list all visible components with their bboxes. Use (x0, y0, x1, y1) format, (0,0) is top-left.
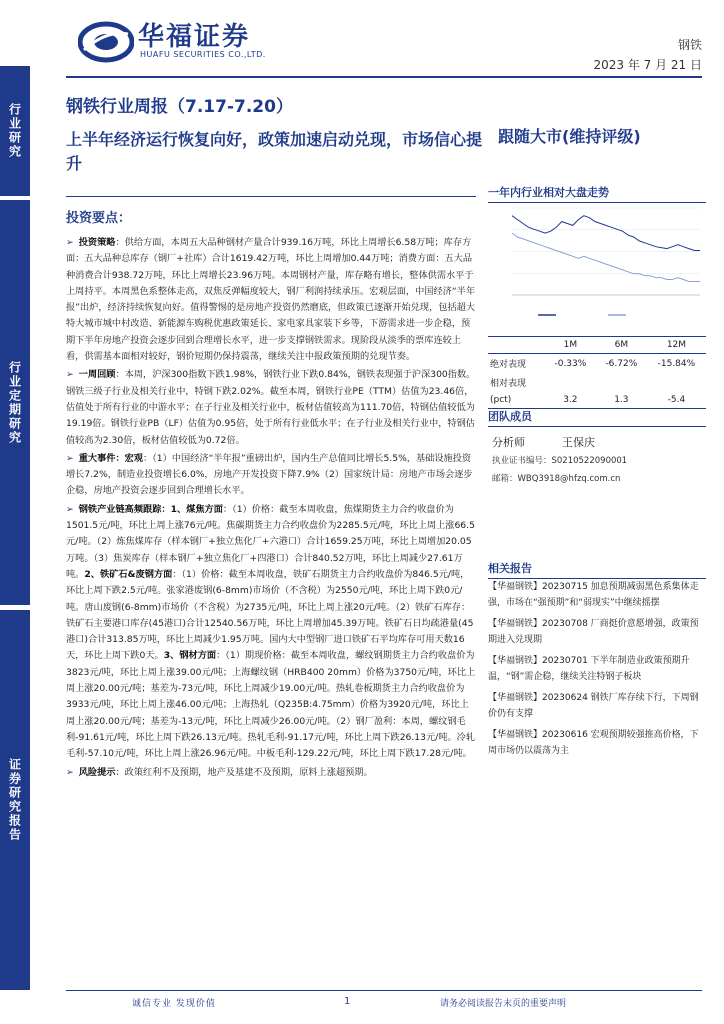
table-row-label: 绝对表现 (490, 360, 527, 370)
sidebar-category: 行业研究 (0, 66, 30, 196)
brand-name-en: HUAFU SECURITIES CO.,LTD. (140, 50, 266, 59)
relative-performance-chart (488, 200, 706, 325)
table-header-cell: 6M (596, 337, 647, 354)
table-row (488, 392, 706, 409)
related-report-link[interactable]: 【华福钢铁】20230616 宏观预期较强推高价格，下周市场仍以震荡为主 (488, 730, 699, 756)
table-cell: -0.33% (554, 358, 587, 369)
paragraph-risk: ➢ 风险提示：政策红利不及预期，地产及基建不及预期，原料上涨超预期。 (66, 766, 373, 778)
chart-heading: 一年内行业相对大盘走势 (488, 184, 706, 203)
related-reports-list (488, 580, 706, 765)
table-cell: 3.2 (545, 392, 596, 409)
table-cell: -6.72% (605, 358, 638, 369)
related-report-link[interactable]: 【华福钢铁】20230701 下半年制造业政策预期升温，“钢”需企稳，继续关注特钢子板块 (488, 656, 690, 682)
footer-disclaimer: 请务必阅读报告末页的重要声明 (440, 999, 567, 1009)
table-row-label: 相对表现 (490, 379, 527, 389)
header-rule (66, 76, 702, 78)
table-cell: 1.3 (596, 392, 647, 409)
report-headline: 上半年经济运行恢复向好，政策加速启动兑现，市场信心提升 (66, 130, 483, 173)
sidebar-report-type: 行业定期研究 (0, 200, 30, 605)
paragraph-weekly-review: ➢ 一周回顾：本周，沪深300指数下跌1.98%，钢铁行业下跌0.84%，钢铁表现强于沪深300指数。钢铁三级子行业及相关行业中，特钢下跌2.02%。截至本周，钢铁行业PE（TTM）估值为23.46倍，估值处于所有行业的中游水平；在子行业及相关行业中，板材估值较高为111.70倍，特钢估值较低为19.19倍。钢铁行业PB（LF）估值为0.95倍，处于所有行业低水平；在子行业及相关行业中，特钢估值较高为2.30倍，板材估值较低为0.72倍。 (66, 369, 476, 446)
paragraph-high-frequency: ➢ 钢铁产业链高频跟踪：1、煤焦方面：（1）价格：截至本周收盘，焦煤期货主力合约收盘价为1501.5元/吨，环比上周上涨76元/吨。焦碳期货主力合约收盘价为2285.5元/吨，环比上周上涨66.5元/吨。（2）炼焦煤库存（样本钢厂+独立焦化厂+六港口）合计1659.25万吨，环比上周增加20.05万吨。（3）焦炭库存（样本钢厂+独立焦化厂+四港口）合计840.52万吨，环比上周减少27.61万吨。2、铁矿石&废钢方面：（1）价格：截至本周收盘，铁矿石期货主力合约收盘价为846.5元/吨，环比上周下跌2.5元/吨。张家港废钢(6-8mm)市场价（不含税）为2550元/吨，环比上周下跌0元/吨。唐山废钢(6-8mm)市场价（不含税）为2735元/吨，环比上周上涨20元/吨。（2）铁矿石库存：铁矿石主要港口库存(45港口)合计12540.56万吨，环比上周增加45.39万吨。铁矿石日均疏港量(45港口)合计313.85万吨，环比上周减少1.95万吨。国内大中型钢厂进口铁矿石平均库存可用天数16天，环比上周下跌0天。3、钢材方面：（1）期现价格：截至本周收盘，螺纹钢期货主力合约收盘价为3823元/吨，环比上周上涨39.00元/吨；上海螺纹钢（HRB400 20mm）价格为3750元/吨，环比上周上涨20.00元/吨；基差为-73元/吨，环比上周减少19.00元/吨。热轧卷板期货主力合约收盘价为3933元/吨，环比上周上涨46.00元/吨；上海热轧（Q235B:4.75mm）价格为3920元/吨，环比上周上涨20.00元/吨；基差为-13元/吨，环比上周减少26.00元/吨。（2）钢厂盈利：本周，螺纹钢毛利-91.61元/吨，环比上周下跌26.13元/吨。热轧毛利-91.17元/吨，环比上周下跌26.13元/吨。冷轧毛利-57.10元/吨，环比上周上涨26.96元/吨。中板毛利-129.22元/吨，环比上周下跌17.28元/吨。 (66, 503, 476, 760)
report-title: 钢铁行业周报（7.17-7.20） (66, 97, 293, 117)
section-rule (66, 196, 476, 197)
table-cell (647, 373, 706, 392)
table-header-cell (488, 337, 545, 354)
team-heading: 团队成员 (488, 408, 706, 427)
analyst-cert-number: 执业证书编号：S0210522090001 (492, 456, 628, 466)
table-row-label: (pct) (488, 392, 545, 409)
related-reports-heading: 相关报告 (488, 560, 706, 579)
section-title-invest: 投资要点： (66, 211, 132, 226)
rating-label: 跟随大市(维持评级) (498, 127, 641, 146)
industry-tag: 钢铁 (677, 38, 702, 52)
page-number: 1 (344, 996, 351, 1007)
footer-rule (66, 990, 702, 991)
table-cell (596, 373, 647, 392)
analyst-email[interactable]: 邮箱：WBQ3918@hfzq.com.cn (492, 474, 621, 484)
table-cell: -15.84% (657, 358, 696, 369)
table-cell: -5.4 (647, 392, 706, 409)
table-header-row (488, 337, 706, 354)
table-row (488, 373, 706, 392)
huafu-logo-icon (78, 20, 134, 64)
chart-series-line-1 (512, 233, 700, 281)
table-header-cell: 1M (545, 337, 596, 354)
report-date: 2023 年 7 月 21 日 (593, 58, 702, 72)
analyst-name: 王保庆 (562, 436, 595, 449)
report-body (66, 235, 476, 781)
paragraph-major-events: ➢ 重大事件：宏观：（1）中国经济“半年报”重磅出炉，国内生产总值同比增长5.5%，基础设施投资增长7.2%，制造业投资增长6.0%，房地产开发投资下降7.9%（2）国家统计局：房地产市场会逐步企稳，房地产投资会逐步回到合理增长水平。 (66, 452, 473, 497)
table-row (488, 354, 706, 374)
related-report-link[interactable]: 【华福钢铁】20230708 厂商挺价意愿增强，政策预期进入兑现期 (488, 619, 699, 645)
sidebar-report-class: 证券研究报告 (0, 610, 30, 990)
related-report-link[interactable]: 【华福钢铁】20230624 钢铁厂库存续下行，下周钢价仍有支撑 (488, 693, 699, 719)
brand-name-cn: 华福证券 (138, 22, 251, 52)
table-header-cell: 12M (647, 337, 706, 354)
analyst-role: 分析师 (492, 436, 525, 449)
footer-slogan: 诚信专业 发现价值 (132, 999, 216, 1009)
paragraph-strategy: ➢ 投资策略：供给方面，本周五大品种钢材产量合计939.16万吨，环比上周增长6.58万吨；库存方面：五大品种总库存（钢厂+社库）合计1619.42万吨，环比上周增加0.44万吨；消费方面：五大品种消费合计938.72万吨，环比上周增长23.96万吨。本周钢材产量，库存略有增长，整体供需水平于上周持平。本周黑色系整体走高，双焦反弹幅度较大，钢厂利润持续承压。宏观层面，中国经济“半年报”出炉，经济持续恢复向好。值得警惕的是房地产投资仍然磨底，但政策已逐渐开始兑现，包括超大特大城市城中村改造、新能源车购税优惠政策延长、家电家具家装下乡等，下游需求进一步企稳，预期下半年房地产投资会逐步回到合理增长水平，进一步支撑钢铁需求。现阶段从淡季的票库连较上看，供需基本面相对较好，钢价短期仍保持震荡，继续关注中报政策预期的兑现节奏。 (66, 237, 476, 363)
performance-table (488, 336, 706, 409)
related-report-link[interactable]: 【华福钢铁】20230715 加息预期减弱黑色系集体走强，市场在“强预期”和“弱现实”中继续摇摆 (488, 582, 699, 608)
table-cell (545, 373, 596, 392)
